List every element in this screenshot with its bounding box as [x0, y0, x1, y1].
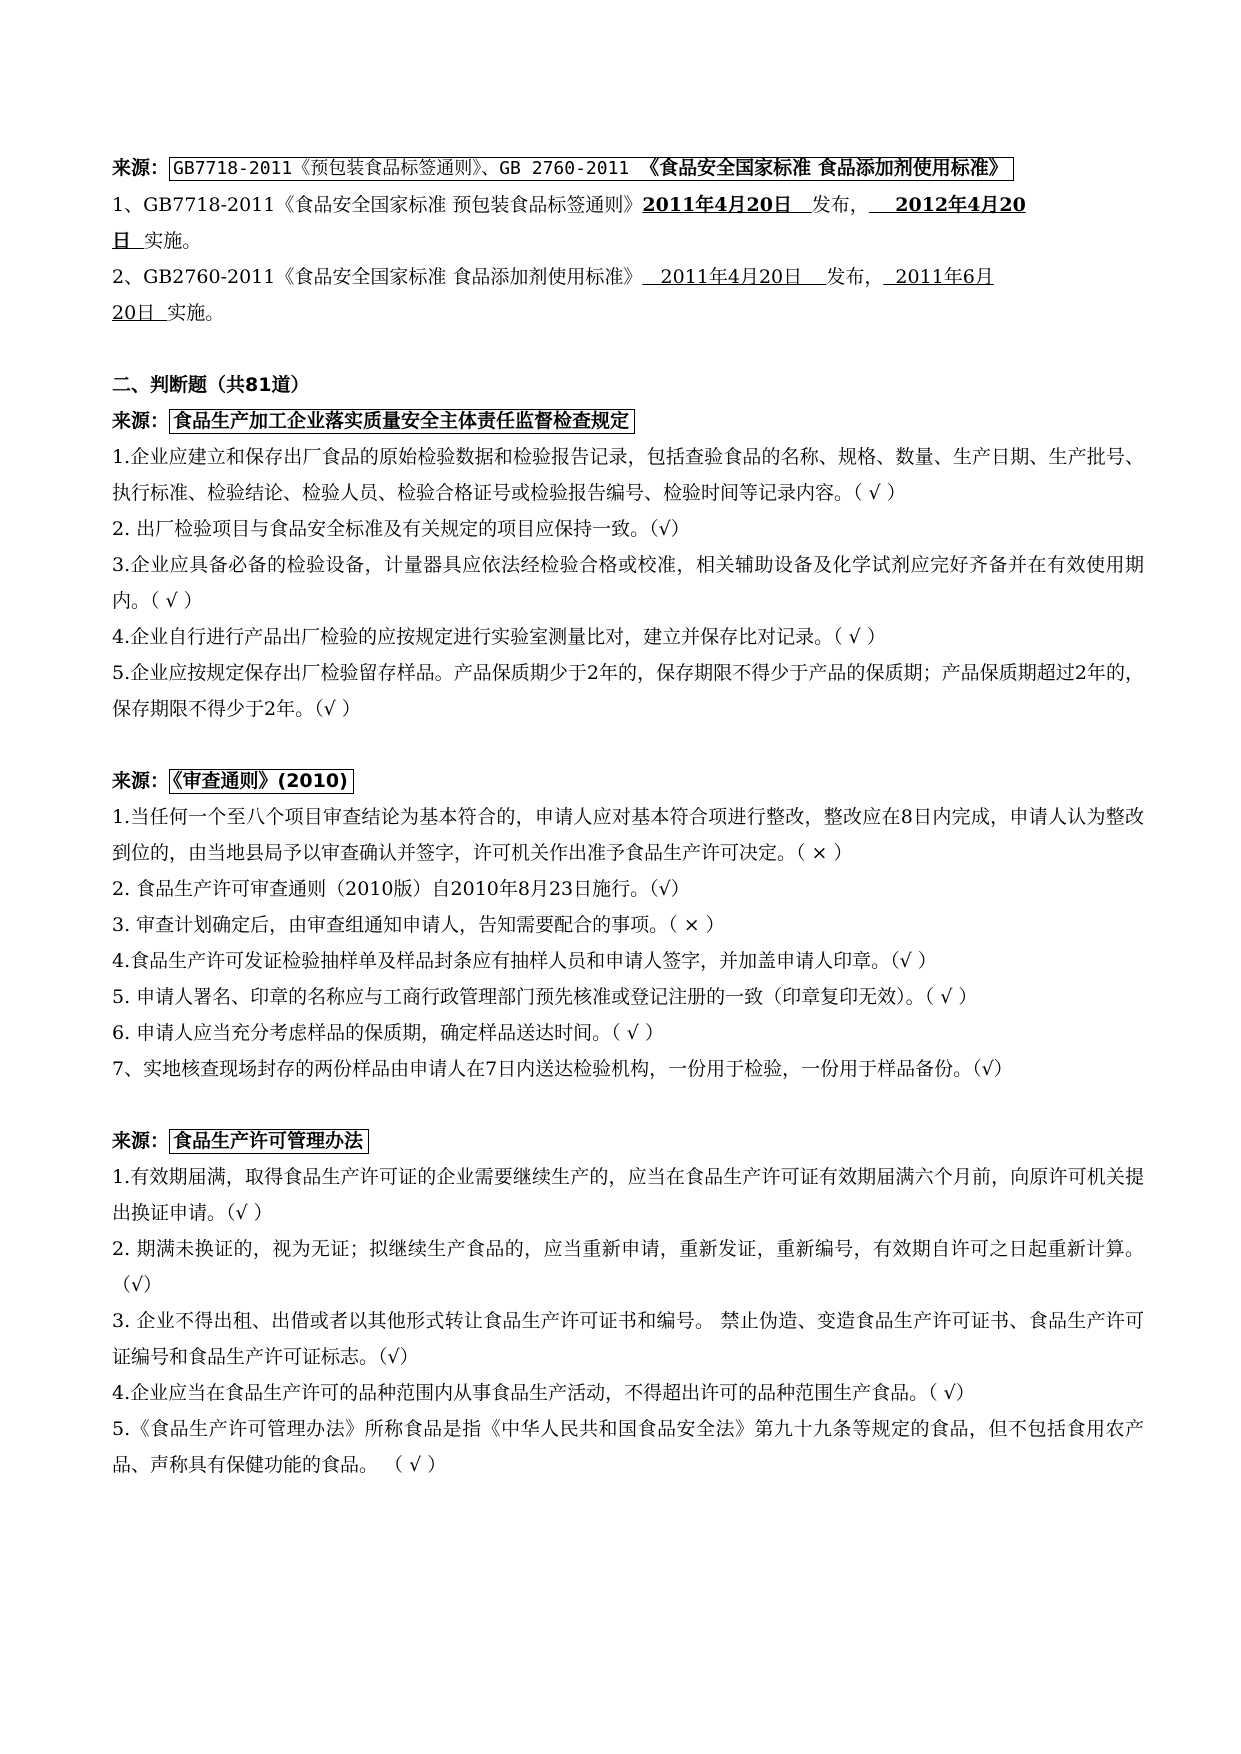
question-text: 实施。	[144, 230, 202, 252]
question-text: 实施。	[167, 302, 225, 324]
answer-blank: 日	[112, 230, 145, 252]
judgement-item: 1.有效期届满，取得食品生产许可证的企业需要继续生产的，应当在食品生产许可证有效期届满六个月前，向原许可机关提出换证申请。（√ ）	[112, 1166, 1144, 1224]
source-line-group-3	[112, 1123, 1144, 1159]
source-label: 来源：	[112, 157, 170, 179]
judgement-item: 3. 审查计划确定后，由审查组通知申请人，告知需要配合的事项。（ × ）	[112, 914, 725, 936]
source-label: 来源：	[112, 1130, 170, 1152]
judgement-item: 4.食品生产许可发证检验抽样单及样品封条应有抽样人员和申请人签字，并加盖申请人印章。（√ ）	[112, 950, 937, 972]
source-text-b: 《食品安全国家标准 食品添加剂使用标准》	[640, 157, 1008, 179]
judgement-item: 5.企业应按规定保存出厂检验留存样品。产品保质期少于2年的，保存期限不得少于产品的保质期；产品保质期超过2年的，保存期限不得少于2年。（√ ）	[112, 662, 1144, 720]
judgement-item: 1.企业应建立和保存出厂食品的原始检验数据和检验报告记录，包括查验食品的名称、规格、数量、生产日期、生产批号、执行标准、检验结论、检验人员、检验合格证号或检验报告编号、检验时间等记录内容。（ √ ）	[112, 446, 1144, 504]
judgement-item: 3.企业应具备必备的检验设备，计量器具应依法经检验合格或校准，相关辅助设备及化学试剂应完好齐备并在有效使用期内。（ √ ）	[112, 554, 1144, 612]
judgement-item: 2. 食品生产许可审查通则（2010版）自2010年8月23日施行。（√）	[112, 878, 690, 900]
source-line-standards	[112, 150, 1144, 187]
source-line-group-2	[112, 763, 1144, 799]
fill-question-1	[112, 187, 1144, 259]
judgement-item: 5.《食品生产许可管理办法》所称食品是指《中华人民共和国食品安全法》第九十九条等规定的食品，但不包括食用农产品、声称具有保健功能的食品。 （ √ ）	[112, 1418, 1144, 1476]
question-text: 2、GB2760-2011《食品安全国家标准 食品添加剂使用标准》	[112, 266, 643, 288]
judgement-item: 3. 企业不得出租、出借或者以其他形式转让食品生产许可证书和编号。 禁止伪造、变造食品生产许可证书、食品生产许可证编号和食品生产许可证标志。（√）	[112, 1310, 1144, 1368]
judgement-item: 7、实地核查现场封存的两份样品由申请人在7日内送达检验机构，一份用于检验，一份用于样品备份。（√）	[112, 1058, 1013, 1080]
question-text: 发布，	[811, 194, 869, 216]
answer-blank: 2011年4月20日	[642, 194, 812, 216]
judgement-item: 5. 申请人署名、印章的名称应与工商行政管理部门预先核准或登记注册的一致（印章复印无效）。（ √ ）	[112, 986, 978, 1008]
source-box: 食品生产许可管理办法	[169, 1129, 369, 1154]
answer-blank: 2011年6月	[883, 266, 994, 288]
judgement-item: 4.企业应当在食品生产许可的品种范围内从事食品生产活动，不得超出许可的品种范围生产食品。（ √）	[112, 1382, 975, 1404]
source-line-group-1	[112, 403, 1144, 439]
answer-blank: 2011年4月20日	[642, 266, 827, 288]
source-label: 来源：	[112, 410, 170, 432]
judgement-item: 2. 出厂检验项目与食品安全标准及有关规定的项目应保持一致。（√）	[112, 518, 690, 540]
source-box	[169, 157, 1014, 181]
source-box: 食品生产加工企业落实质量安全主体责任监督检查规定	[169, 409, 635, 434]
judgement-item: 6. 申请人应当充分考虑样品的保质期，确定样品送达时间。（ √ ）	[112, 1022, 664, 1044]
question-text: 1、GB7718-2011《食品安全国家标准 预包装食品标签通则》	[112, 194, 643, 216]
answer-blank: 20日	[112, 302, 168, 324]
source-label: 来源：	[112, 770, 170, 792]
judgement-item: 1.当任何一个至八个项目审查结论为基本符合的，申请人应对基本符合项进行整改，整改应在8日内完成，申请人认为整改到位的，由当地县局予以审查确认并签字，许可机关作出准予食品生产许可决定。（ × ）	[112, 806, 1144, 864]
document-page	[112, 150, 1144, 1483]
section-heading: 二、判断题（共81道）	[112, 374, 310, 396]
judgement-item: 2. 期满未换证的，视为无证；拟继续生产食品的，应当重新申请，重新发证，重新编号，有效期自许可之日起重新计算。（√）	[112, 1238, 1144, 1296]
source-box: 《审查通则》(2010)	[169, 769, 354, 794]
fill-question-2	[112, 259, 1144, 331]
judgement-item: 4.企业自行进行产品出厂检验的应按规定进行实验室测量比对，建立并保存比对记录。（ √ ）	[112, 626, 886, 648]
question-text: 发布，	[826, 266, 884, 288]
answer-blank: 2012年4月20	[868, 194, 1026, 216]
source-text-a: GB7718-2011《预包装食品标签通则》、GB 2760-2011	[173, 158, 641, 179]
